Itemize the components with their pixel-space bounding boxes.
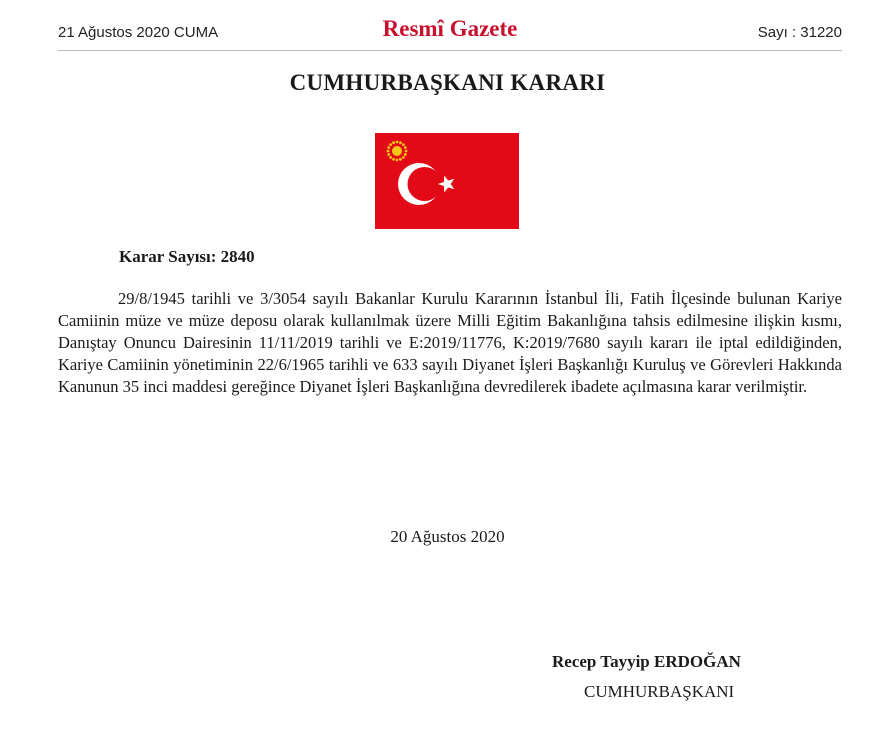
sun-ray [402,143,405,146]
sun-ray [405,150,408,153]
header-divider [58,50,842,51]
gazette-header [58,0,842,52]
gazette-title: Resmî Gazete [382,16,518,41]
header-date: 21 Ağustos 2020 CUMA [58,24,219,41]
sun-ray [387,146,390,149]
signatory-title: CUMHURBAŞKANI [584,682,735,701]
sun-ray [392,141,395,144]
sun-core [392,146,402,156]
decision-number: Karar Sayısı: 2840 [119,247,255,266]
signatory-name: Recep Tayyip ERDOĞAN [552,652,741,671]
turkish-flag-icon [375,133,519,229]
sun-ray [389,156,392,159]
sun-ray [392,158,395,161]
document-title: CUMHURBAŞKANI KARARI [289,70,606,95]
sun-ray [399,158,402,161]
sun-ray [389,143,392,146]
decision-body: 29/8/1945 tarihli ve 3/3054 sayılı Bakanlar Kurulu Kararının İstanbul İli, Fatih İlçesinde bulunan Kariye Camiinin müze ve müze deposu olarak kullanılmak üzere Milli Eğitim Bakanlığına tahsis edilmesine ilişkin kısmı, Danıştay Onuncu Dairesinin 11/11/2019 tarihli ve E:2019/11776, K:2019/7680 sayılı kararı ile iptal edildiğinden, Kariye Camiinin yönetiminin 22/6/1965 tarihli ve 633 sayılı Diyanet İşleri Başkanlığı Kuruluş ve Görevleri Hakkında Kanunun 35 inci maddesi gereğince Diyanet İşleri Başkanlığına devredilerek ibadete açılmasına karar verilmiştir. [58,289,842,396]
sun-ray [402,156,405,159]
decision-date: 20 Ağustos 2020 [390,527,505,546]
sun-ray [396,159,399,162]
sun-ray [404,146,407,149]
sun-ray [387,150,390,153]
issue-number: Sayı : 31220 [757,24,842,41]
sun-ray [404,153,407,156]
sun-ray [387,153,390,156]
sun-ray [396,141,399,144]
sun-ray [399,141,402,144]
